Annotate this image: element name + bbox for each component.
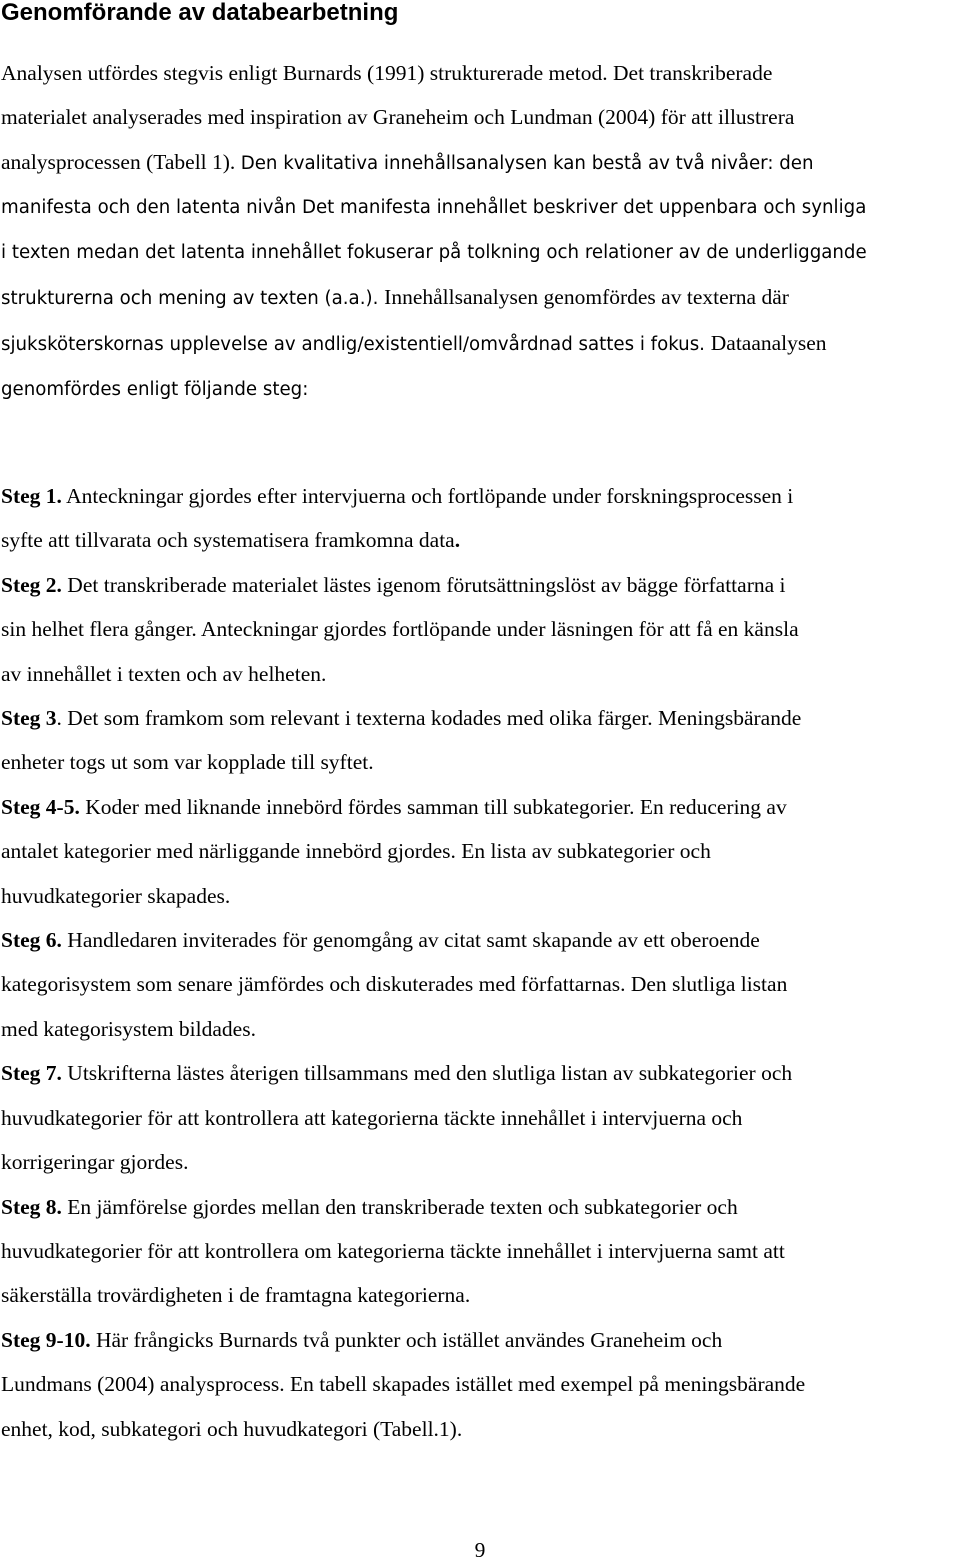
step-line (1, 1051, 959, 1095)
step-line: huvudkategorier skapades. (1, 883, 231, 908)
step-line: av innehållet i texten och av helheten. (1, 661, 327, 686)
text-line: Analysen utfördes stegvis enligt Burnards (1991) strukturerade metod. Det transkriberade (1, 61, 773, 85)
step-line: Lundmans (2004) analysprocess. En tabell skapades istället med exempel på meningsbärande (1, 1372, 806, 1397)
step-line: sin helhet flera gånger. Anteckningar gjordes fortlöpande under läsningen för att få en känsla (1, 617, 799, 642)
step-line (1, 1318, 959, 1362)
section-heading: Genomförande av databearbetning (1, 0, 399, 26)
text-run: Dataanalysen (710, 331, 827, 356)
step-label: Steg 4-5. (1, 794, 80, 819)
step-text: En jämförelse gjordes mellan den transkriberade texten och subkategorier och (61, 1194, 738, 1219)
step-text: Utskrifterna lästes återigen tillsammans med den slutliga listan av subkategorier och (61, 1061, 793, 1086)
step-text: Handledaren inviterades för genomgång av citat samt skapande av ett oberoende (61, 928, 760, 953)
text-run-sans: Den kvalitativa innehållsanalysen kan bestå av två nivåer: den (240, 152, 814, 174)
step-line: huvudkategorier för att kontrollera om kategorierna täckte innehållet i intervjuerna samt att (1, 1238, 785, 1263)
step-label: Steg 8. (1, 1194, 62, 1219)
text-run: Innehållsanalysen genomfördes av texterna där (384, 285, 789, 310)
step-line: antalet kategorier med närliggande innebörd gjordes. En lista av subkategorier och (1, 839, 711, 864)
step-line (1, 785, 959, 829)
text-line: manifesta och den latenta nivån Det manifesta innehållet beskriver det uppenbara och synliga (1, 197, 867, 219)
step-label: Steg 7. (1, 1061, 62, 1086)
step-line (1, 563, 959, 607)
step-line: med kategorisystem bildades. (1, 1016, 256, 1041)
page-number: 9 (474, 1538, 486, 1562)
text-run: analysprocessen (Tabell 1). (1, 149, 241, 174)
step-line (1, 1185, 959, 1229)
step-text: Anteckningar gjordes efter intervjuerna och fortlöpande under forskningsprocessen i (61, 484, 794, 508)
step-label: Steg 1. (1, 484, 62, 508)
step-line: säkerställa trovärdigheten i de framtagna kategorierna. (1, 1283, 471, 1308)
text-line: i texten medan det latenta innehållet fokuserar på tolkning och relationer av de underliggande (1, 241, 867, 263)
step-text: Det transkriberade materialet lästes igenom förutsättningslöst av bägge författarna i (61, 572, 786, 597)
text-line (1, 140, 959, 186)
step-line: enhet, kod, subkategori och huvudkategori (Tabell.1). (1, 1416, 463, 1441)
text-line: genomfördes enligt följande steg: (1, 378, 309, 400)
step-text: Här frångicks Burnards två punkter och istället användes Graneheim och (90, 1327, 723, 1352)
step-line: enheter togs ut som var kopplade till syftet. (1, 750, 374, 775)
text-line (1, 321, 959, 367)
step-line: korrigeringar gjordes. (1, 1150, 189, 1175)
step-text: . Det som framkom som relevant i texterna kodades med olika färger. Meningsbärande (56, 706, 802, 731)
step-line (1, 918, 959, 962)
step-line (1, 474, 959, 518)
step-line: kategorisystem som senare jämfördes och diskuterades med författarnas. Den slutliga listan (1, 972, 788, 997)
step-text: Koder med liknande innebörd fördes samman till subkategorier. En reducering av (79, 794, 787, 819)
text-run-sans: sjuksköterskornas upplevelse av andlig/existentiell/omvårdnad sattes i fokus. (1, 334, 711, 356)
step-label: Steg 6. (1, 928, 62, 953)
step-text: syfte att tillvarata och systematisera framkomna data (1, 528, 455, 553)
step-line: huvudkategorier för att kontrollera att kategorierna täckte innehållet i intervjuerna och (1, 1105, 743, 1130)
text-line: materialet analyserades med inspiration av Graneheim och Lundman (2004) för att illustrera (1, 105, 795, 130)
step-line (1, 696, 959, 740)
text-run-sans: strukturerna och mening av texten (a.a.). (1, 288, 385, 310)
step-bold-tail: . (454, 528, 461, 553)
step-label: Steg 9-10. (1, 1327, 91, 1352)
intro-paragraph (1, 51, 959, 412)
step-label: Steg 3 (1, 706, 57, 731)
text-line (1, 275, 959, 321)
step-line (1, 518, 959, 562)
steps-list (1, 474, 959, 1451)
step-label: Steg 2. (1, 572, 62, 597)
